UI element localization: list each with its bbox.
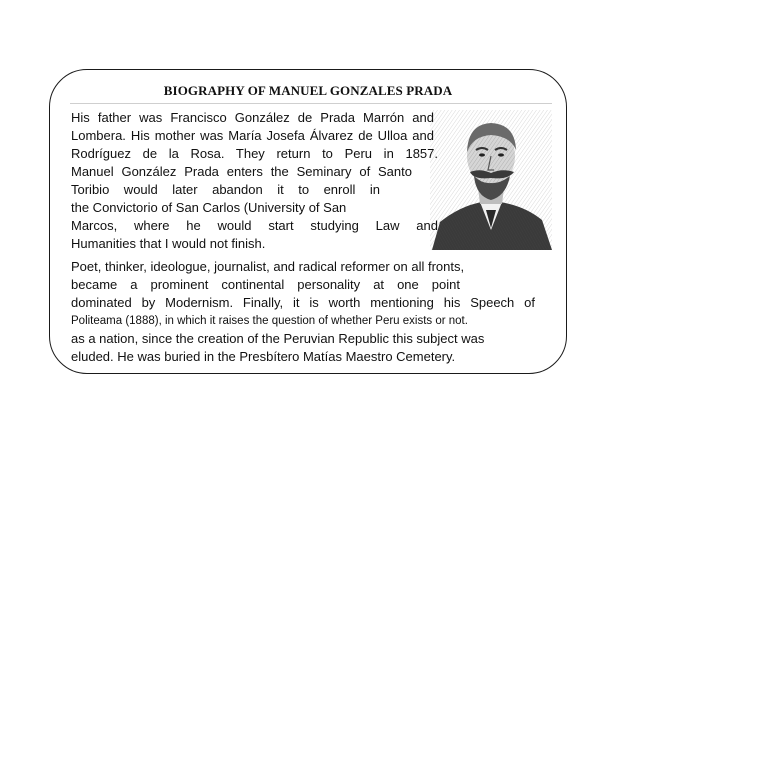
- bio-text-line: became a prominent continental personality at one point: [71, 277, 460, 292]
- bio-text-line: dominated by Modernism. Finally, it is worth mentioning his Speech of: [71, 295, 535, 310]
- biography-card: [49, 69, 567, 374]
- portrait-image: [430, 110, 552, 250]
- bio-text-line: the Convictorio of San Carlos (University of San: [71, 200, 347, 215]
- bio-text-line: Toribio would later abandon it to enroll in: [71, 182, 380, 197]
- bio-text-line: as a nation, since the creation of the Peruvian Republic this subject was: [71, 331, 485, 346]
- bio-text-line: Poet, thinker, ideologue, journalist, and radical reformer on all fronts,: [71, 259, 465, 274]
- bio-text-line: Politeama (1888), in which it raises the question of whether Peru exists or not.: [71, 315, 468, 327]
- bio-text-line: Humanities that I would not finish.: [71, 236, 266, 251]
- card-title: BIOGRAPHY OF MANUEL GONZALES PRADA: [163, 83, 453, 98]
- bio-text-line: His father was Francisco González de Prada Marrón and: [71, 110, 434, 125]
- bio-text-line: eluded. He was buried in the Presbítero Matías Maestro Cemetery.: [71, 349, 456, 364]
- bio-text-line: Lombera. His mother was María Josefa Álvarez de Ulloa and: [71, 128, 434, 143]
- title-divider: [70, 103, 552, 104]
- bio-text-line: Rodríguez de la Rosa. They return to Peru in 1857.: [71, 146, 438, 161]
- bio-text-line: Marcos, where he would start studying Law and: [71, 218, 438, 233]
- bio-text-line: Manuel González Prada enters the Seminary of Santo: [71, 164, 412, 179]
